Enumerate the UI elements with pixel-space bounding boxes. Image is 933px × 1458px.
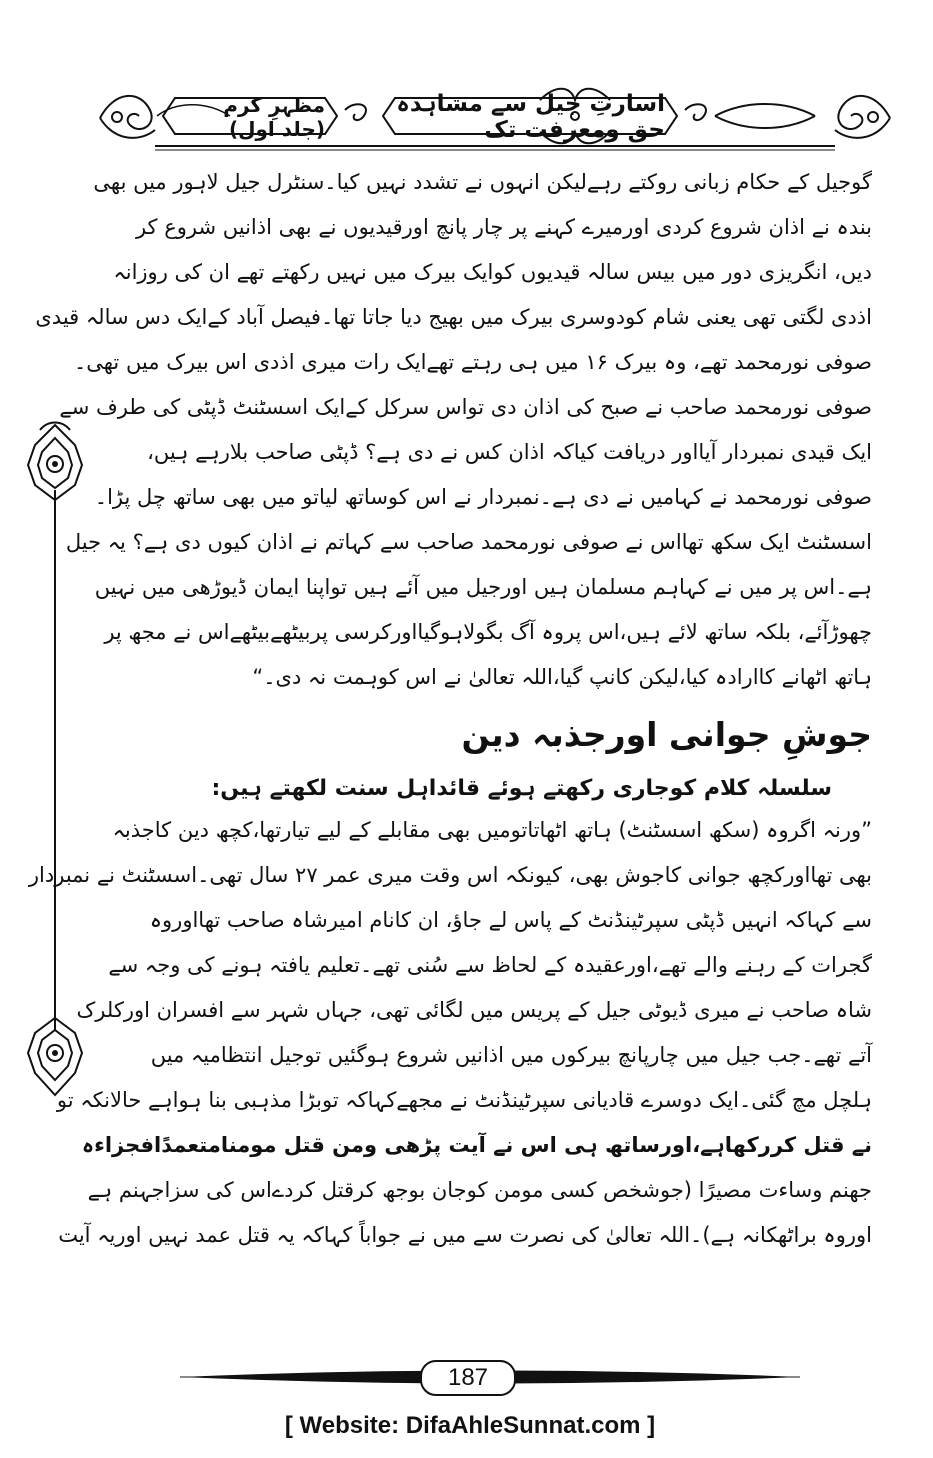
section-subheading: سلسلہ کلام کوجاری رکھتے ہوئے قائداہل سنت لکھتے ہیں: (211, 776, 832, 801)
paragraph-2 (28, 808, 872, 1258)
header-book-title: مظہرِ کرم (جلد اول) (223, 93, 325, 141)
text-line-verse: جھنم وساءت مصیرًا (جوشخص کسی مومن کوجان بوجھ کرقتل کردےاس کی سزاجہنم ہے (87, 1178, 872, 1202)
page-number: 187 (420, 1360, 516, 1396)
text-line: دیں، انگریزی دور میں بیس سالہ قیدیوں کوایک بیرک میں نہیں رکھتے تھے ان کی روزانہ (113, 260, 872, 284)
text-line: اوروہ براٹھکانہ ہے)۔اللہ تعالیٰ کی نصرت سے میں نے جواباً کہاکہ یہ قتل عمد نہیں اوریہ آیت (58, 1223, 872, 1247)
paragraph-1 (35, 160, 872, 700)
text-line-verse: نے قتل کررکھاہے،اورساتھ ہی اس نے آیت پڑھی ومن قتل مومنامتعمدًافجزاءہ (81, 1133, 872, 1157)
body-text (28, 160, 872, 1258)
text-line: اسسٹنٹ ایک سکھ تھااس نے صوفی نورمحمد صاحب سے کہاتم نے اذان کیوں دی ہے؟ یہ جیل (65, 530, 872, 554)
text-line: صوفی نورمحمد تھے، وہ بیرک ۱۶ میں ہی رہتے تھےایک رات میری اذدی اس بیرک میں تھی۔ (73, 350, 872, 374)
text-line: صوفی نورمحمد صاحب نے صبح کی اذان دی تواس سرکل کےایک اسسٹنٹ ڈپٹی کی طرف سے (59, 395, 872, 419)
section-heading: جوشِ جوانی اورجذبہ دین (461, 715, 872, 754)
text-line: گوجیل کے حکام زبانی روکتے رہےلیکن انہوں نے تشدد نہیں کیا۔سنٹرل جیل لاہور میں بھی (93, 170, 872, 194)
header-title: اسارتِ جیل سے مشاہدہ حق ومعرفت تک (396, 91, 665, 143)
running-header (95, 80, 895, 152)
text-line: ہے۔اس پر میں نے کہاہم مسلمان ہیں اورجیل میں آئے ہیں تواپنا ایمان ڈیوڑھی میں نہیں (94, 575, 872, 599)
text-line: شاہ صاحب نے میری ڈیوٹی جیل کے پریس میں لگائی تھی، جہاں شہر سے افسران اورکلرک (76, 998, 872, 1022)
website-footer: [ Website: DifaAhleSunnat.com ] (284, 1412, 656, 1439)
text-line: صوفی نورمحمد نے کہامیں نے دی ہے۔نمبردار نے اس کوساتھ لیاتو میں بھی ساتھ چل پڑا۔ (94, 485, 872, 509)
text-line: آتے تھے۔جب جیل میں چارپانچ بیرکوں میں اذانیں شروع ہوگئیں توجیل انتظامیہ میں (150, 1043, 872, 1067)
text-line: اذدی لگتی تھی یعنی شام کودوسری بیرک میں بھیج دیا جاتا تھا۔فیصل آباد کےایک دس سالہ قیدی (35, 305, 872, 329)
text-line: ہلچل مچ گئی۔ایک دوسرے قادیانی سپرٹینڈنٹ نے مجھےکہاکہ توبڑا مذہبی بنا ہواہے حالانکہ تو (56, 1088, 872, 1112)
text-line: گجرات کے رہنے والے تھے،اورعقیدہ کے لحاظ سے سُنی تھے۔تعلیم یافتہ ہونے کی وجہ سے (108, 953, 872, 977)
text-line: بھی تھااورکچھ جوانی کاجوش بھی، کیونکہ اس وقت میری عمر ۲۷ سال تھی۔اسسٹنٹ نے نمبردار (28, 863, 872, 887)
text-line: بندہ نے اذان شروع کردی اورمیرے کہنے پر چار پانچ اورقیدیوں نے بھی اذانیں شروع کر (135, 215, 872, 239)
text-line: چھوڑآئے، بلکہ ساتھ لائے ہیں،اس پروہ آگ بگولاہوگیااورکرسی پربیٹھےبیٹھےاس نے مجھ پر (104, 620, 872, 644)
text-line: ”ورنہ اگروہ (سکھ اسسٹنٹ) ہاتھ اٹھاتاتومیں بھی مقابلے کے لیے تیارتھا،کچھ دین کاجذبہ (112, 818, 872, 842)
text-line: ہاتھ اٹھانے کاارادہ کیا،لیکن کانپ گیا،اللہ تعالیٰ نے اس کوہمت نہ دی۔“ (252, 665, 872, 689)
text-line: سے کہاکہ انہیں ڈپٹی سپرٹینڈنٹ کے پاس لے جاؤ، ان کانام امیرشاہ صاحب تھااوروہ (149, 908, 872, 932)
text-line: ایک قیدی نمبردار آیااور دریافت کیاکہ اذان کس نے دی ہے؟ ڈپٹی صاحب بلارہے ہیں، (147, 440, 872, 464)
